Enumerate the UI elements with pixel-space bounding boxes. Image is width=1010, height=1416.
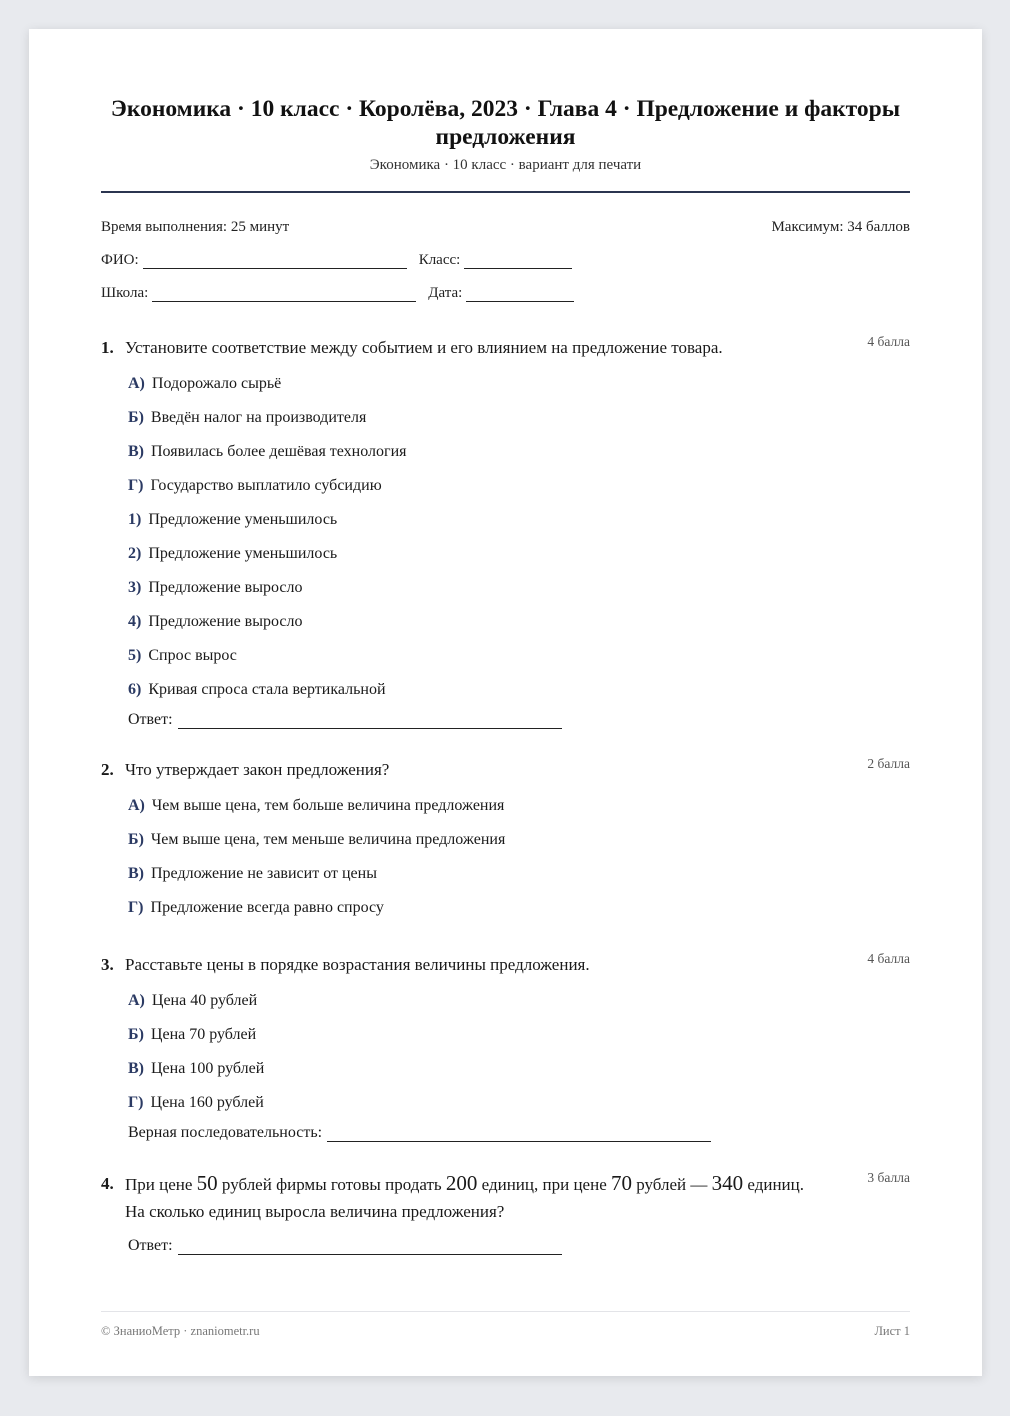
- answer-field[interactable]: [178, 715, 562, 729]
- option: Б) Цена 70 рублей: [128, 1026, 257, 1043]
- answer-label: Ответ:: [128, 711, 173, 728]
- question-text: При цене 50 рублей фирмы готовы продать 200 единиц, при цене 70 рублей — 340 единиц. На сколько единиц выросла величина предложения?: [125, 1171, 805, 1221]
- footer-page-number: Лист 1: [874, 1324, 910, 1338]
- option: Г) Предложение всегда равно спросу: [128, 899, 384, 916]
- option: 6) Кривая спроса стала вертикальной: [128, 681, 386, 698]
- option: А) Чем выше цена, тем больше величина предложения: [128, 797, 505, 814]
- date-label: Дата:: [428, 285, 463, 301]
- option: Г) Цена 160 рублей: [128, 1094, 264, 1111]
- option: В) Появилась более дешёвая технология: [128, 443, 407, 460]
- page-footer: [101, 1311, 910, 1339]
- option: 1) Предложение уменьшилось: [128, 511, 338, 528]
- class-label: Класс:: [418, 252, 461, 268]
- max-score: Максимум: 34 баллов: [771, 219, 910, 235]
- school-label: Школа:: [101, 285, 149, 301]
- option: 3) Предложение выросло: [128, 579, 303, 596]
- question-number: 3.: [101, 955, 114, 974]
- option: Б) Введён налог на производителя: [128, 409, 367, 426]
- question-number: 4.: [101, 1174, 114, 1193]
- school-field[interactable]: [152, 288, 416, 302]
- answer-row: [128, 1124, 910, 1142]
- meta-row: [101, 219, 910, 236]
- question-points: 3 балла: [867, 1170, 910, 1185]
- date-field[interactable]: [466, 288, 574, 302]
- fio-label: ФИО:: [101, 252, 139, 268]
- page-title: Экономика · 10 класс · Королёва, 2023 · Глава 4 · Предложение и факторы предложения: [110, 96, 901, 150]
- question-text: Расставьте цены в порядке возрастания величины предложения.: [125, 955, 590, 974]
- question-2: [101, 756, 910, 919]
- fio-class-row: [101, 252, 910, 269]
- school-date-row: [101, 285, 910, 302]
- question-points: 4 балла: [867, 334, 910, 349]
- option: А) Подорожало сырьё: [128, 375, 282, 392]
- question-points: 2 балла: [867, 756, 910, 771]
- header-divider: [101, 191, 910, 193]
- class-field[interactable]: [464, 255, 572, 269]
- question-text: Что утверждает закон предложения?: [125, 760, 390, 779]
- option: В) Цена 100 рублей: [128, 1060, 265, 1077]
- question-number: 2.: [101, 760, 114, 779]
- option: А) Цена 40 рублей: [128, 992, 258, 1009]
- answer-row: [128, 711, 910, 729]
- answer-label: Верная последовательность:: [128, 1124, 323, 1141]
- question-text: Установите соответствие между событием и его влиянием на предложение товара.: [125, 338, 723, 357]
- fio-field[interactable]: [143, 255, 407, 269]
- option: 2) Предложение уменьшилось: [128, 545, 338, 562]
- question-3: [101, 951, 910, 1142]
- option: Г) Государство выплатило субсидию: [128, 477, 382, 494]
- answer-field[interactable]: [327, 1128, 711, 1142]
- time-limit: Время выполнения: 25 минут: [101, 219, 290, 235]
- page-subtitle: Экономика · 10 класс · вариант для печати: [369, 157, 642, 173]
- answer-label: Ответ:: [128, 1237, 173, 1254]
- option: Б) Чем выше цена, тем меньше величина предложения: [128, 831, 506, 848]
- option: 5) Спрос вырос: [128, 647, 237, 664]
- question-number: 1.: [101, 338, 114, 357]
- answer-row: [128, 1237, 910, 1255]
- answer-field[interactable]: [178, 1241, 562, 1255]
- question-4: [101, 1170, 910, 1255]
- option: В) Предложение не зависит от цены: [128, 865, 377, 882]
- worksheet-page: [29, 29, 982, 1376]
- option: 4) Предложение выросло: [128, 613, 303, 630]
- question-points: 4 балла: [867, 951, 910, 966]
- question-1: [101, 334, 910, 729]
- footer-copyright: © ЗнаниоМетр · znaniometr.ru: [101, 1324, 260, 1338]
